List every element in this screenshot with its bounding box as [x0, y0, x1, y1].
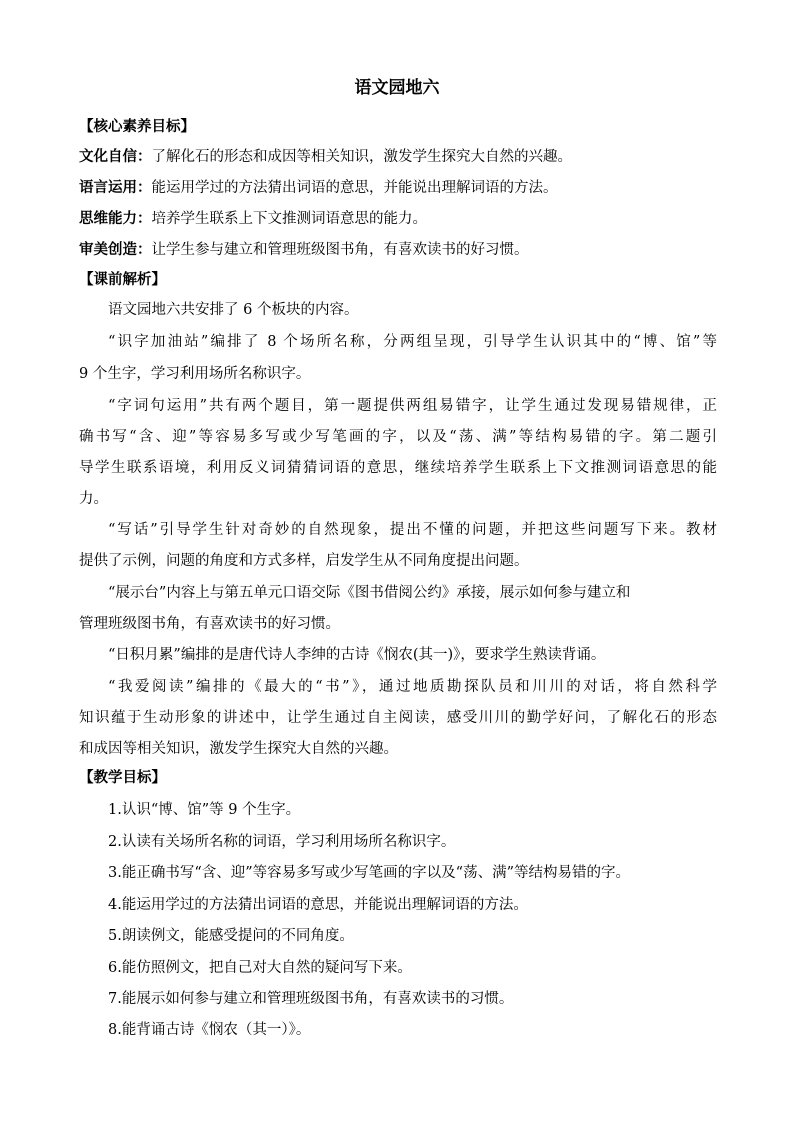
analysis-heading: 【课前解析】 — [79, 272, 166, 288]
core-item-aesthetic — [79, 239, 717, 261]
core-label: 审美创造： — [79, 242, 152, 258]
goal-item: 7.能展示如何参与建立和管理班级图书角，有喜欢读书的习惯。 — [108, 991, 514, 1007]
analysis-p2-line: “字词句运用”共有两个题目，第一题提供两组易错字，让学生通过发现易错规律，正 — [108, 398, 717, 414]
core-item-thinking — [79, 208, 717, 230]
page-title: 语文园地六 — [354, 78, 440, 98]
core-label: 语言运用： — [79, 180, 152, 196]
goal-item: 5.朗读例文，能感受提问的不同角度。 — [108, 928, 354, 944]
goals-heading: 【教学目标】 — [79, 770, 166, 786]
analysis-p2-line: 导学生联系语境，利用反义词猜猜词语的意思，继续培养学生联系上下文推测词语意思的能 — [79, 460, 717, 476]
goal-item: 4.能运用学过的方法猜出词语的意思，并能说出理解词语的方法。 — [108, 897, 528, 913]
analysis-p5-line: “日积月累”编排的是唐代诗人李绅的古诗《悯农(其一)》，要求学生熟读背诵。 — [108, 647, 606, 663]
core-label: 思维能力： — [79, 211, 152, 227]
core-text: 培养学生联系上下文推测词语意思的能力。 — [151, 211, 427, 227]
core-text: 能运用学过的方法猜出词语的意思，并能说出理解词语的方法。 — [151, 180, 558, 196]
analysis-p2-line: 力。 — [79, 491, 108, 507]
goal-item: 2.认读有关场所名称的词语，学习利用场所名称识字。 — [108, 834, 456, 850]
goal-item: 6.能仿照例文，把自己对大自然的疑问写下来。 — [108, 960, 412, 976]
core-item-culture — [79, 146, 717, 168]
goal-item: 1.认识“博、馆”等 9 个生字。 — [108, 802, 301, 818]
analysis-p3-line: 提供了示例，问题的角度和方式多样，启发学生从不同角度提出问题。 — [79, 553, 529, 569]
analysis-p2-line: 确书写“含、迎”等容易多写或少写笔画的字，以及“荡、满”等结构易错的字。第二题引 — [79, 429, 717, 445]
goal-item: 3.能正确书写“含、迎”等容易多写或少写笔画的字以及“荡、满”等结构易错的字。 — [108, 865, 630, 881]
analysis-p4-line: 管理班级图书角，有喜欢读书的好习惯。 — [79, 616, 340, 632]
analysis-p1-line: 9 个生字，学习利用场所名称识字。 — [79, 366, 311, 382]
analysis-p6-line: “我爱阅读”编排的《最大的“书”》，通过地质勘探队员和川川的对话，将自然科学 — [108, 679, 717, 695]
core-item-language — [79, 177, 717, 199]
core-heading: 【核心素养目标】 — [79, 119, 195, 135]
analysis-p4-line: “展示台”内容上与第五单元口语交际《图书借阅公约》承接，展示如何参与建立和 — [108, 585, 631, 601]
core-text: 让学生参与建立和管理班级图书角，有喜欢读书的好习惯。 — [151, 242, 529, 258]
analysis-p1-line: “识字加油站”编排了 8 个场所名称，分两组呈现，引导学生认识其中的“博、馆”等 — [108, 334, 717, 350]
analysis-p6-line: 和成因等相关知识，激发学生探究大自然的兴趣。 — [79, 741, 398, 757]
analysis-p6-line: 知识蕴于生动形象的讲述中，让学生通过自主阅读，感受川川的勤学好问，了解化石的形态 — [79, 710, 717, 726]
goal-item: 8.能背诵古诗《悯农（其一）》。 — [108, 1022, 311, 1038]
core-label: 文化自信： — [79, 149, 152, 165]
analysis-p3-line: “写话”引导学生针对奇妙的自然现象，提出不懂的问题，并把这些问题写下来。教材 — [108, 522, 717, 538]
analysis-intro: 语文园地六共安排了 6 个板块的内容。 — [108, 302, 359, 318]
core-text: 了解化石的形态和成因等相关知识，激发学生探究大自然的兴趣。 — [151, 149, 572, 165]
